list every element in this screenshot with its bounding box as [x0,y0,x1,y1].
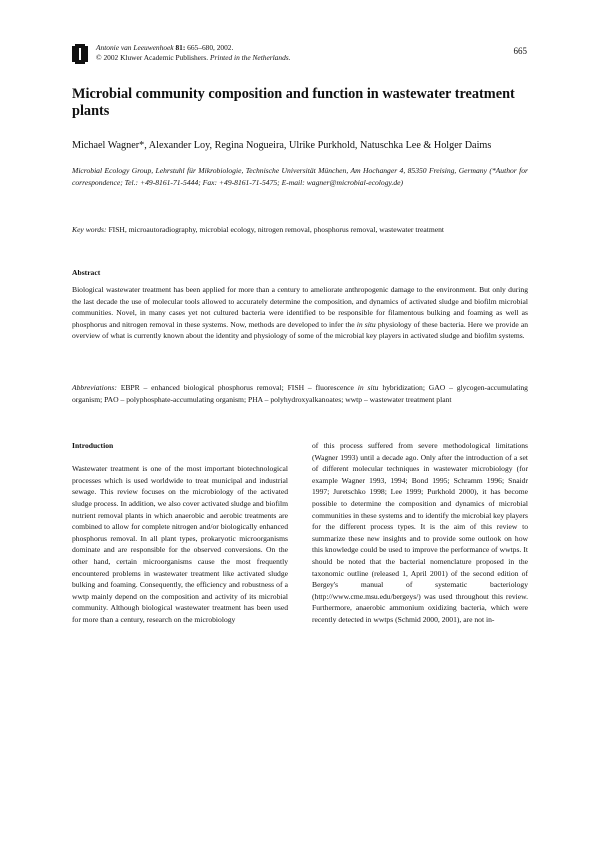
abbreviations-italic-term: in situ [357,383,379,392]
article-authors: Michael Wagner*, Alexander Loy, Regina Nogueira, Ulrike Purkhold, Natuschka Lee & Holger Daims [72,140,492,151]
abstract-heading: Abstract [72,268,101,277]
abstract-text-part-1: Biological wastewater treatment has been applied for more than a century to ameliorate anthropogenic damage to the environment. But only during the last decade the use of molecular tools allowed to accurately determine the composition, and dynamics of activated sludge and biofilm microbial communities. Novel, in many cases yet not cultured bacteria were identified to be responsible for filamentous bulking and foaming as well as phosphorus and nitrogen removal in these systems. Now, methods are developed to infer the [72,285,528,329]
journal-citation [96,43,290,63]
article-title: Microbial community composition and function in wastewater treatment plants [72,86,515,119]
introduction-paragraph-right: of this process suffered from severe methodological limitations (Wagner 1993) until a decade ago. Only after the introduction of a set of different molecular techniques in wastewater microbiology (for example Wagner 1993, 1994; Bond 1995; Schramm 1996; Snaidr 1997; Juretschko 1998; Lee 1999; Purkhold 2000), it has become possible to determine the composition and dynamics of microbial communities in these systems and to identify the microbial key players for the different process types. It is the aim of this review to summarize these new insights and to provide some outlook on how this knowledge could be used to improve the performance of wwtps. It should be noted that the bacterial nomenclature proposed in the taxonomic outline (released 1, April 2001) of the second edition of Bergey's manual of systematic bacteriology (http://www.cme.msu.edu/bergeys/) was used throughout this review. Furthermore, anaerobic ammonium oxidizing bacteria, which were recently detected in wwtps (Schmid 2000, 2001), are not in- [312,441,528,624]
printed-notice: Printed in the Netherlands. [210,53,291,62]
abbreviations-text-part-2: hybridization; GAO – glycogen-accumulating organism; PAO – polyphosphate-accumulating organism; PHA – polyhydroxyalkanoates; wwtp – wastewater treatment plant [72,383,528,404]
abbreviations-text-part-1: EBPR – enhanced biological phosphorus removal; FISH – fluorescence [120,383,354,392]
journal-pages-year: 665–680, 2002. [187,43,234,52]
abstract-text-part-2: physiology of these bacteria. Here we provide an overview of what is currently known about the identity and physiology of some of the microbial key players in activated sludge and biofilm systems. [72,319,528,341]
abstract-text [72,284,528,342]
abstract-italic-term: in situ [356,319,376,329]
introduction-heading: Introduction [72,441,114,450]
keywords-label: Key words: [72,225,107,234]
copyright-notice: © 2002 Kluwer Academic Publishers. [96,53,209,62]
abbreviations-label: Abbreviations: [72,383,117,392]
abbreviations-section [72,382,528,405]
keywords-text: FISH, microautoradiography, microbial ecology, nitrogen removal, phosphorus removal, wastewater treatment [108,225,445,234]
journal-volume: 81: [175,43,186,52]
keywords-section [72,224,528,236]
introduction-paragraph-left: Wastewater treatment is one of the most important biotechnological processes which is used worldwide to treat municipal and industrial sewage. This review focuses on the microbiology of the activated sludge process. In addition, we also cover activated sludge and biofilm nutrient removal plants in which anaerobic and aerobic treatments are combined to allow for complete nitrogen and/or biologically enhanced phosphorus removal. In all plant types, prokaryotic microorganisms dominate and are responsible for the observed conversions. On the other hand, certain microorganisms cause the most frequently encountered problems in wastewater treatment like activated sludge bulking and foaming. Consequently, the efficiency and robustness of a wwtp mainly depend on the composition and activity of its microbial community. Although biological wastewater treatment has been used for more than a century, research on the microbiology [72,464,288,624]
page-number: 665 [513,46,527,56]
publisher-logo-icon [72,44,88,64]
journal-name: Antonie van Leeuwenhoek [96,43,174,52]
body-column-left [72,440,288,626]
author-affiliation: Microbial Ecology Group, Lehrstuhl für Mikrobiologie, Technische Universität München, Am Hochanger 4, 85350 Freising, Germany (*Author for correspondence; Tel.: +49-8161-71-5444; Fax: +49-8161-71-5475; E-mail: wagner@microbial-ecology.de) [72,166,528,187]
body-column-right [312,440,528,626]
